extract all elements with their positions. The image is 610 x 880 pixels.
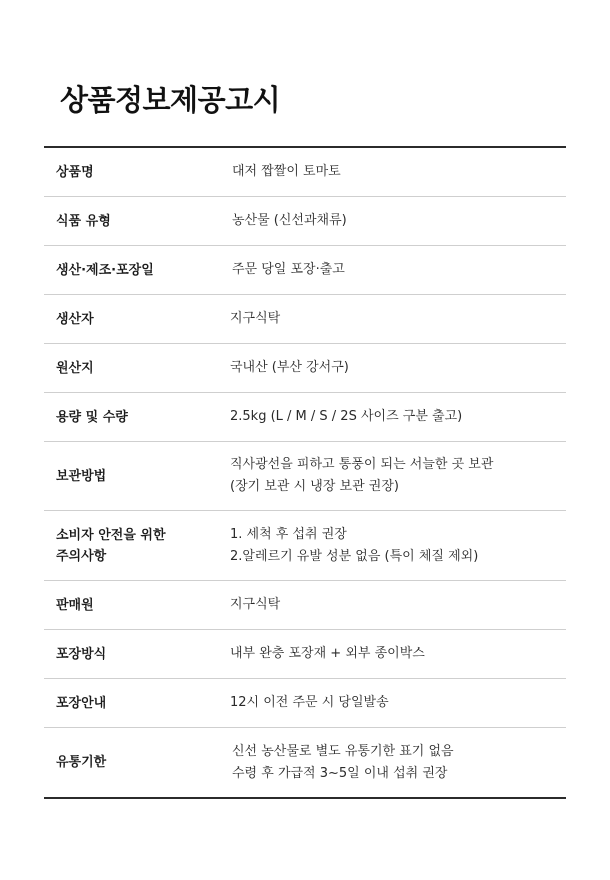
- info-row-origin: [44, 344, 566, 393]
- info-value: [230, 524, 566, 568]
- info-label: 유통기한: [56, 755, 107, 770]
- info-row-shelf-life: [44, 728, 566, 797]
- info-label: 생산·제조·포장일: [56, 262, 154, 278]
- info-label: 용량 및 수량: [56, 409, 128, 425]
- info-value-line: 2.5kg (L / M / S / 2S 사이즈 구분 출고): [230, 409, 463, 424]
- info-label: 보관방법: [56, 468, 107, 484]
- info-value: [230, 454, 566, 498]
- info-value: [230, 594, 566, 616]
- info-value-line: 2.알레르기 유발 성분 없음 (특이 체질 제외): [230, 548, 479, 564]
- info-value-line: 지구식탁: [230, 597, 281, 612]
- product-info-table: [44, 146, 566, 799]
- info-label: 소비자 안전을 위한 주의사항: [56, 527, 166, 564]
- info-label: 포장안내: [56, 695, 107, 711]
- info-value: [230, 210, 566, 232]
- info-value: [230, 406, 566, 428]
- info-value-line: 1. 세척 후 섭취 권장: [230, 526, 347, 542]
- info-row-production-date: [44, 246, 566, 295]
- info-label: 포장방식: [56, 646, 107, 662]
- info-value-line: 농산물 (신선과채류): [232, 213, 347, 228]
- info-value-line: 내부 완충 포장재 + 외부 종이박스: [230, 646, 425, 661]
- info-row-safety-notice: [44, 511, 566, 581]
- info-row-seller: [44, 581, 566, 630]
- info-row-producer: [44, 295, 566, 344]
- info-label: 원산지: [56, 360, 94, 376]
- info-value-line: 신선 농산물로 별도 유통기한 표기 없음: [232, 743, 454, 759]
- info-label: 상품명: [56, 164, 94, 180]
- info-value-line: 국내산 (부산 강서구): [230, 360, 349, 375]
- info-row-packaging-notice: [44, 679, 566, 728]
- info-value: [230, 741, 566, 785]
- info-value: [230, 643, 566, 665]
- info-value: [230, 692, 566, 714]
- page-title: 상품정보제공고시: [60, 83, 281, 117]
- info-value: [230, 161, 566, 183]
- info-value-line: 대저 짭짤이 토마토: [232, 164, 341, 179]
- info-value-line: (장기 보관 시 냉장 보관 권장): [230, 479, 399, 494]
- info-value-line: 주문 당일 포장·출고: [232, 262, 345, 277]
- info-row-packaging-method: [44, 630, 566, 679]
- info-row-storage: [44, 442, 566, 511]
- info-row-product-name: [44, 148, 566, 197]
- info-label: 판매원: [56, 597, 94, 613]
- info-value-line: 수령 후 가급적 3~5일 이내 섭취 권장: [232, 765, 448, 781]
- info-value: [230, 308, 566, 330]
- info-row-capacity: [44, 393, 566, 442]
- info-value: [230, 357, 566, 379]
- info-row-food-type: [44, 197, 566, 246]
- info-label: 식품 유형: [56, 213, 111, 229]
- info-value: [230, 259, 566, 281]
- info-label: 생산자: [56, 311, 94, 327]
- info-value-line: 직사광선을 피하고 통풍이 되는 서늘한 곳 보관: [230, 457, 494, 472]
- info-value-line: 지구식탁: [230, 311, 281, 326]
- info-value-line: 12시 이전 주문 시 당일발송: [230, 695, 389, 710]
